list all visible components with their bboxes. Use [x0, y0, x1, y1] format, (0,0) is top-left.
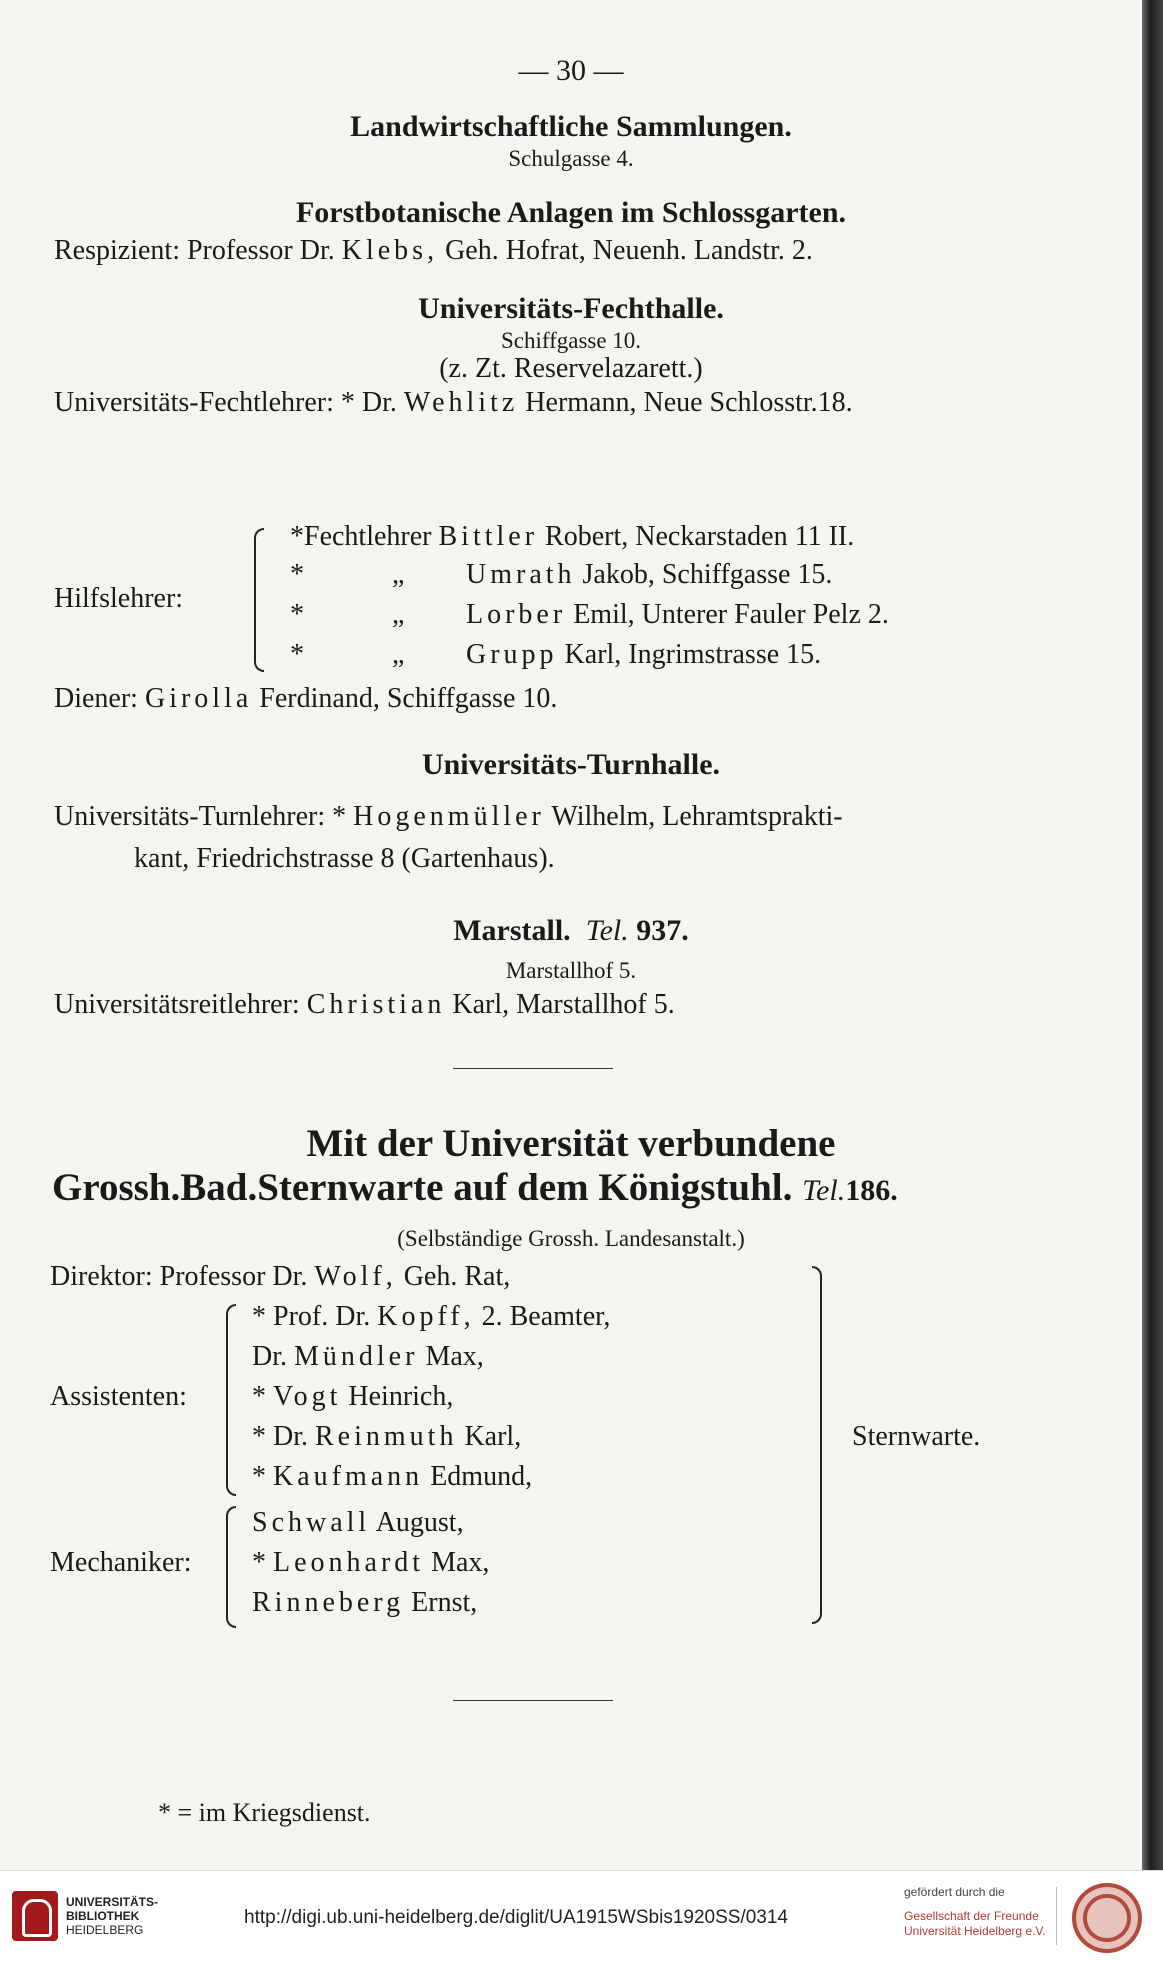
fechtlehrer-line: [54, 386, 853, 420]
direktor-rest: Geh. Rat,: [403, 1261, 511, 1292]
hilfslehrer-1-rest: Robert, Neckarstaden 11 II.: [545, 521, 855, 552]
assistent-row-4: [252, 1420, 521, 1454]
assistent-2-name: Mündler: [294, 1341, 419, 1372]
diener-name: Girolla: [144, 683, 253, 714]
assistent-5-prefix: *: [252, 1461, 266, 1492]
mechaniker-2-name: Leonhardt: [273, 1547, 425, 1578]
assistent-1-name: Kopff,: [377, 1301, 475, 1332]
mechaniker-3-name: Rinneberg: [252, 1587, 405, 1618]
assistent-3-prefix: *: [252, 1381, 266, 1412]
section-title-landwirtschaft: Landwirtschaftliche Sammlungen.: [350, 110, 792, 143]
sternwarte-subtitle: (Selbständige Grossh. Landesanstalt.): [397, 1226, 745, 1251]
direktor-name: Wolf,: [314, 1261, 397, 1292]
sternwarte-tel-label: Tel.: [802, 1174, 846, 1207]
hilfslehrer-label: Hilfslehrer:: [54, 583, 184, 614]
assistenten-brace: [226, 1304, 236, 1496]
assistent-5-name: Kaufmann: [273, 1461, 424, 1492]
sternwarte-brace: [812, 1266, 822, 1624]
hilfslehrer-4-ditto: „: [392, 639, 405, 670]
section-divider: [453, 1068, 613, 1069]
funded-by-text: gefördert durch die: [904, 1885, 1005, 1899]
hilfslehrer-4-star: *: [290, 639, 304, 670]
address-marstall: Marstallhof 5.: [505, 958, 637, 983]
assistent-row-2: [252, 1340, 484, 1374]
hilfslehrer-4-name: Grupp: [466, 639, 558, 670]
hilfslehrer-2-ditto: „: [392, 559, 405, 590]
mechaniker-label: Mechaniker:: [50, 1547, 192, 1578]
diener-label: Diener:: [54, 683, 138, 714]
hilfslehrer-3-ditto: „: [392, 599, 405, 630]
source-url-link[interactable]: http://digi.ub.uni-heidelberg.de/diglit/UA1915WSbis1920SS/0314: [244, 1907, 788, 1928]
library-name-line-1: UNIVERSITÄTS-: [66, 1895, 159, 1909]
book-spine-edge: [1142, 0, 1163, 1870]
assistent-1-prefix: * Prof. Dr.: [252, 1301, 371, 1332]
note-fechthalle: (z. Zt. Reservelazarett.): [439, 353, 703, 384]
mechaniker-brace: [226, 1506, 236, 1628]
society-name-line-1: Gesellschaft der Freunde: [904, 1909, 1039, 1923]
assistent-4-prefix: * Dr.: [252, 1421, 308, 1452]
direktor-line: [50, 1260, 510, 1294]
assistent-5-rest: Edmund,: [430, 1461, 533, 1492]
mechaniker-1-name: Schwall: [252, 1507, 371, 1538]
footnote: * = im Kriegsdienst.: [158, 1798, 371, 1827]
turnlehrer-prefix: Universitäts-Turnlehrer: *: [54, 801, 347, 832]
section-title-turnhalle: Universitäts-Turnhalle.: [421, 748, 721, 781]
mechaniker-2-prefix: *: [252, 1547, 266, 1578]
hilfslehrer-3-rest: Emil, Unterer Fauler Pelz 2.: [573, 599, 889, 630]
hilfslehrer-3-name: Lorber: [466, 599, 567, 630]
section-title-fechthalle: Universitäts-Fechthalle.: [418, 292, 724, 325]
assistent-row-5: [252, 1460, 532, 1494]
university-seal-icon: [1072, 1883, 1142, 1953]
mechaniker-3-rest: Ernst,: [411, 1587, 478, 1618]
hilfslehrer-row-4: [290, 638, 822, 672]
section-title-sternwarte-2: [52, 1166, 898, 1213]
assistent-2-rest: Max,: [425, 1341, 484, 1372]
marstall-title: Marstall.: [453, 914, 571, 947]
assistent-1-rest: 2. Beamter,: [481, 1301, 611, 1332]
hilfslehrer-4-rest: Karl, Ingrimstrasse 15.: [564, 639, 822, 670]
sternwarte-title: Grossh.Bad.Sternwarte auf dem Königstuhl.: [52, 1166, 793, 1209]
library-name: [66, 1895, 158, 1937]
sternwarte-label: Sternwarte.: [852, 1421, 981, 1452]
mechaniker-2-rest: Max,: [431, 1547, 490, 1578]
address-landwirtschaft: Schulgasse 4.: [508, 146, 634, 171]
mechaniker-row-1: [252, 1506, 464, 1540]
marstall-tel: 937.: [636, 914, 689, 947]
society-name-line-2: Universität Heidelberg e.V.: [904, 1924, 1046, 1938]
turnlehrer-line: [54, 800, 843, 834]
address-fechthalle: Schiffgasse 10.: [500, 328, 642, 353]
hilfslehrer-2-rest: Jakob, Schiffgasse 15.: [582, 559, 833, 590]
assistent-4-rest: Karl,: [464, 1421, 522, 1452]
mechaniker-1-rest: August,: [375, 1507, 464, 1538]
diener-rest: Ferdinand, Schiffgasse 10.: [259, 683, 558, 714]
assistent-row-1: [252, 1300, 610, 1334]
footnote-divider: [453, 1700, 613, 1701]
hilfslehrer-row-3: [290, 598, 889, 632]
diener-line: [54, 682, 557, 716]
respizient-prefix: Respizient: Professor Dr.: [54, 235, 335, 266]
assistenten-label: Assistenten:: [50, 1381, 187, 1412]
hilfslehrer-2-star: *: [290, 559, 304, 590]
page-number: — 30 —: [518, 54, 624, 87]
respizient-name: Klebs,: [341, 235, 439, 266]
digitization-footer: [0, 1870, 1163, 1961]
reitlehrer-prefix: Universitätsreitlehrer:: [54, 989, 300, 1020]
fechtlehrer-rest: Hermann, Neue Schlosstr.18.: [525, 387, 853, 418]
fechtlehrer-prefix: Universitäts-Fechtlehrer: * Dr.: [54, 387, 397, 418]
society-name: [904, 1909, 1046, 1939]
hilfslehrer-3-star: *: [290, 599, 304, 630]
library-name-line-3: HEIDELBERG: [66, 1923, 144, 1937]
section-title-marstall: [0, 914, 1142, 948]
assistent-3-name: Vogt: [273, 1381, 342, 1412]
hilfslehrer-row-1: [290, 520, 854, 554]
hilfslehrer-1-prefix: *Fechtlehrer: [290, 521, 432, 552]
direktor-prefix: Direktor: Professor Dr.: [50, 1261, 308, 1292]
hilfslehrer-brace: [254, 528, 264, 672]
assistent-3-rest: Heinrich,: [348, 1381, 454, 1412]
respizient-line: [54, 234, 813, 268]
mechaniker-row-3: [252, 1586, 477, 1620]
sternwarte-tel: 186.: [845, 1174, 898, 1207]
respizient-rest: Geh. Hofrat, Neuenh. Landstr. 2.: [445, 235, 813, 266]
reitlehrer-name: Christian: [306, 989, 446, 1020]
turnlehrer-line-2: kant, Friedrichstrasse 8 (Gartenhaus).: [134, 843, 555, 874]
hilfslehrer-1-name: Bittler: [438, 521, 539, 552]
fechtlehrer-name: Wehlitz: [403, 387, 519, 418]
section-title-forstbotanik: Forstbotanische Anlagen im Schlossgarten.: [295, 196, 847, 229]
marstall-tel-label: Tel.: [585, 914, 629, 947]
assistent-row-3: [252, 1380, 453, 1414]
library-logo-icon: [12, 1891, 58, 1941]
hilfslehrer-2-name: Umrath: [466, 559, 576, 590]
turnlehrer-rest: Wilhelm, Lehramtsprakti-: [551, 801, 843, 832]
mechaniker-row-2: [252, 1546, 489, 1580]
reitlehrer-line: [54, 988, 675, 1022]
library-name-line-2: BIBLIOTHEK: [66, 1909, 140, 1923]
assistent-4-name: Reinmuth: [315, 1421, 458, 1452]
section-title-sternwarte-1: Mit der Universität verbundene: [306, 1122, 836, 1165]
footer-divider: [1056, 1887, 1057, 1945]
hilfslehrer-row-2: [290, 558, 833, 592]
reitlehrer-rest: Karl, Marstallhof 5.: [452, 989, 675, 1020]
assistent-2-prefix: Dr.: [252, 1341, 287, 1372]
turnlehrer-name: Hogenmüller: [353, 801, 545, 832]
